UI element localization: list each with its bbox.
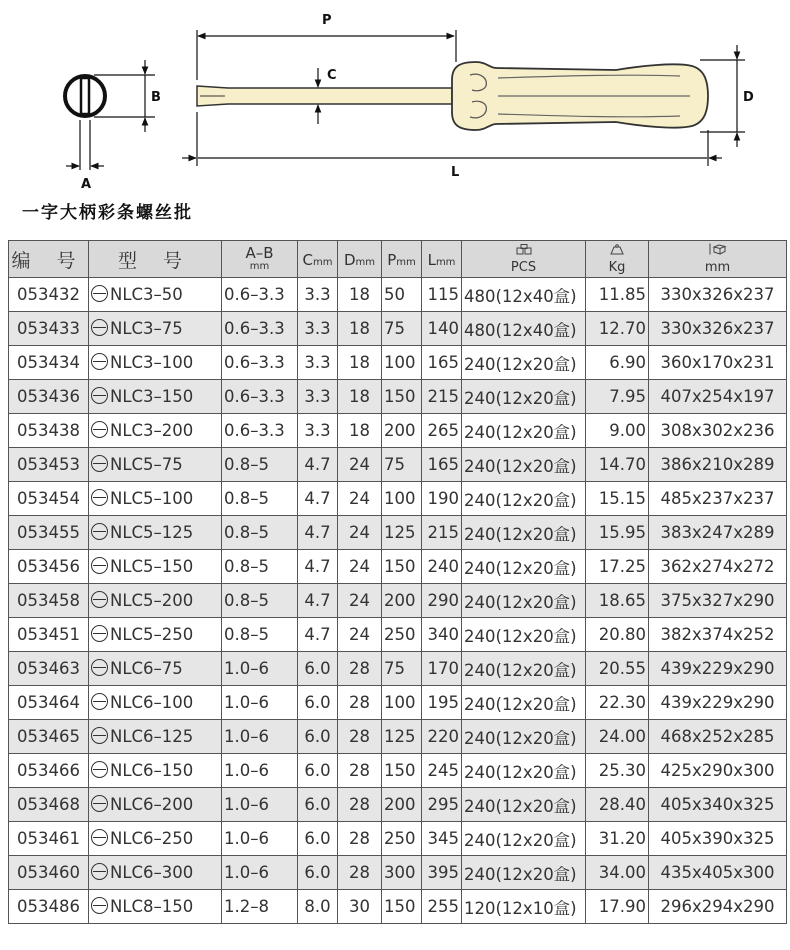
slotted-tip-icon bbox=[91, 285, 108, 302]
cell-p: 75 bbox=[382, 312, 422, 346]
cell-size: 439x229x290 bbox=[649, 652, 787, 686]
model-label: NLC8–150 bbox=[110, 897, 194, 916]
cell-code: 053454 bbox=[9, 482, 89, 516]
cell-c: 8.0 bbox=[298, 890, 338, 924]
cell-pcs: 240(12x20盒) bbox=[462, 686, 586, 720]
header-code: 编 号 bbox=[9, 241, 89, 278]
cell-kg: 14.70 bbox=[586, 448, 649, 482]
cell-model bbox=[89, 584, 222, 618]
cell-size: 386x210x289 bbox=[649, 448, 787, 482]
model-label: NLC3–75 bbox=[110, 319, 183, 338]
cell-kg: 7.95 bbox=[586, 380, 649, 414]
cell-c: 4.7 bbox=[298, 448, 338, 482]
table-row bbox=[9, 856, 787, 890]
slotted-tip-icon bbox=[91, 353, 108, 370]
screwdriver-diagram bbox=[0, 0, 790, 195]
cell-ab: 1.0–6 bbox=[222, 720, 298, 754]
cell-code: 053463 bbox=[9, 652, 89, 686]
cell-p: 250 bbox=[382, 822, 422, 856]
cell-code: 053456 bbox=[9, 550, 89, 584]
table-row bbox=[9, 346, 787, 380]
cell-ab: 0.8–5 bbox=[222, 516, 298, 550]
cell-d: 24 bbox=[338, 618, 382, 652]
cell-code: 053455 bbox=[9, 516, 89, 550]
cell-model bbox=[89, 890, 222, 924]
cell-c: 4.7 bbox=[298, 482, 338, 516]
cell-c: 6.0 bbox=[298, 720, 338, 754]
model-label: NLC5–150 bbox=[110, 557, 194, 576]
cell-c: 4.7 bbox=[298, 618, 338, 652]
slotted-tip-icon bbox=[91, 727, 108, 744]
cell-c: 3.3 bbox=[298, 346, 338, 380]
slotted-tip-icon bbox=[91, 795, 108, 812]
cell-kg: 12.70 bbox=[586, 312, 649, 346]
cell-c: 6.0 bbox=[298, 754, 338, 788]
cell-size: 362x274x272 bbox=[649, 550, 787, 584]
slotted-tip-icon bbox=[91, 523, 108, 540]
cell-d: 18 bbox=[338, 346, 382, 380]
cell-c: 6.0 bbox=[298, 652, 338, 686]
model-label: NLC6–200 bbox=[110, 795, 194, 814]
cell-pcs: 480(12x40盒) bbox=[462, 312, 586, 346]
model-label: NLC3–100 bbox=[110, 353, 194, 372]
cell-d: 18 bbox=[338, 312, 382, 346]
table-row bbox=[9, 482, 787, 516]
cell-d: 28 bbox=[338, 822, 382, 856]
cell-code: 053464 bbox=[9, 686, 89, 720]
cell-d: 24 bbox=[338, 482, 382, 516]
cell-c: 6.0 bbox=[298, 822, 338, 856]
cell-c: 3.3 bbox=[298, 380, 338, 414]
header-pcs: PCS bbox=[462, 241, 586, 278]
cell-kg: 31.20 bbox=[586, 822, 649, 856]
cell-kg: 20.80 bbox=[586, 618, 649, 652]
cell-ab: 0.6–3.3 bbox=[222, 414, 298, 448]
cell-size: 407x254x197 bbox=[649, 380, 787, 414]
header-model: 型 号 bbox=[89, 241, 222, 278]
cell-ab: 1.0–6 bbox=[222, 822, 298, 856]
cell-d: 24 bbox=[338, 516, 382, 550]
cell-code: 053466 bbox=[9, 754, 89, 788]
header-l: Lmm bbox=[422, 241, 462, 278]
cell-l: 345 bbox=[422, 822, 462, 856]
cell-p: 300 bbox=[382, 856, 422, 890]
cell-l: 290 bbox=[422, 584, 462, 618]
cell-size: 296x294x290 bbox=[649, 890, 787, 924]
cell-code: 053460 bbox=[9, 856, 89, 890]
model-label: NLC6–75 bbox=[110, 659, 183, 678]
cell-kg: 24.00 bbox=[586, 720, 649, 754]
cell-kg: 17.25 bbox=[586, 550, 649, 584]
weight-icon bbox=[610, 244, 624, 255]
cell-model bbox=[89, 550, 222, 584]
cell-p: 150 bbox=[382, 380, 422, 414]
table-row bbox=[9, 584, 787, 618]
model-label: NLC5–200 bbox=[110, 591, 194, 610]
cell-code: 053468 bbox=[9, 788, 89, 822]
cell-code: 053451 bbox=[9, 618, 89, 652]
slotted-tip-icon bbox=[91, 557, 108, 574]
label-b: B bbox=[151, 90, 161, 105]
cell-kg: 18.65 bbox=[586, 584, 649, 618]
cell-size: 330x326x237 bbox=[649, 278, 787, 312]
cell-code: 053458 bbox=[9, 584, 89, 618]
cell-l: 140 bbox=[422, 312, 462, 346]
table-row bbox=[9, 822, 787, 856]
cell-model bbox=[89, 516, 222, 550]
cell-l: 215 bbox=[422, 380, 462, 414]
cell-ab: 1.0–6 bbox=[222, 652, 298, 686]
cell-code: 053453 bbox=[9, 448, 89, 482]
cell-d: 28 bbox=[338, 788, 382, 822]
cell-p: 75 bbox=[382, 652, 422, 686]
cell-kg: 11.85 bbox=[586, 278, 649, 312]
table-row bbox=[9, 618, 787, 652]
cell-l: 395 bbox=[422, 856, 462, 890]
table-row bbox=[9, 686, 787, 720]
cell-ab: 0.6–3.3 bbox=[222, 278, 298, 312]
cell-ab: 1.0–6 bbox=[222, 686, 298, 720]
cell-size: 330x326x237 bbox=[649, 312, 787, 346]
cell-p: 200 bbox=[382, 414, 422, 448]
cell-size: 383x247x289 bbox=[649, 516, 787, 550]
cell-kg: 17.90 bbox=[586, 890, 649, 924]
cell-d: 28 bbox=[338, 652, 382, 686]
label-c: C bbox=[327, 68, 337, 83]
cell-model bbox=[89, 312, 222, 346]
cell-p: 100 bbox=[382, 346, 422, 380]
table-header-row bbox=[9, 241, 787, 278]
cell-p: 150 bbox=[382, 890, 422, 924]
cell-c: 3.3 bbox=[298, 414, 338, 448]
table-row bbox=[9, 754, 787, 788]
cell-pcs: 240(12x20盒) bbox=[462, 380, 586, 414]
cell-l: 115 bbox=[422, 278, 462, 312]
cell-ab: 0.6–3.3 bbox=[222, 380, 298, 414]
slotted-tip-icon bbox=[91, 897, 108, 914]
table-row bbox=[9, 720, 787, 754]
cell-p: 100 bbox=[382, 482, 422, 516]
table-row bbox=[9, 652, 787, 686]
cell-model bbox=[89, 652, 222, 686]
cell-kg: 20.55 bbox=[586, 652, 649, 686]
product-caption: 一字大柄彩条螺丝批 bbox=[22, 203, 193, 223]
header-size: mm bbox=[649, 241, 787, 278]
cell-p: 125 bbox=[382, 720, 422, 754]
cell-l: 255 bbox=[422, 890, 462, 924]
screwdriver-side-view bbox=[197, 62, 708, 130]
slotted-tip-icon bbox=[91, 319, 108, 336]
cell-code: 053486 bbox=[9, 890, 89, 924]
cell-l: 240 bbox=[422, 550, 462, 584]
cell-ab: 1.0–6 bbox=[222, 788, 298, 822]
table-row bbox=[9, 890, 787, 924]
table-row bbox=[9, 380, 787, 414]
cell-p: 50 bbox=[382, 278, 422, 312]
cell-pcs: 240(12x20盒) bbox=[462, 652, 586, 686]
cell-d: 24 bbox=[338, 584, 382, 618]
model-label: NLC6–250 bbox=[110, 829, 194, 848]
cell-ab: 0.8–5 bbox=[222, 482, 298, 516]
cell-pcs: 240(12x20盒) bbox=[462, 754, 586, 788]
cell-size: 468x252x285 bbox=[649, 720, 787, 754]
cell-c: 4.7 bbox=[298, 550, 338, 584]
cell-l: 220 bbox=[422, 720, 462, 754]
cell-ab: 0.6–3.3 bbox=[222, 312, 298, 346]
model-label: NLC5–75 bbox=[110, 455, 183, 474]
slotted-tip-icon bbox=[91, 489, 108, 506]
cell-code: 053436 bbox=[9, 380, 89, 414]
cell-p: 150 bbox=[382, 550, 422, 584]
cell-c: 6.0 bbox=[298, 856, 338, 890]
slot-tip-end-view bbox=[65, 60, 161, 192]
cell-code: 053461 bbox=[9, 822, 89, 856]
cell-ab: 0.8–5 bbox=[222, 550, 298, 584]
cell-p: 100 bbox=[382, 686, 422, 720]
cell-d: 18 bbox=[338, 278, 382, 312]
cell-pcs: 240(12x20盒) bbox=[462, 346, 586, 380]
cell-d: 18 bbox=[338, 380, 382, 414]
cell-kg: 6.90 bbox=[586, 346, 649, 380]
cell-l: 245 bbox=[422, 754, 462, 788]
cell-kg: 15.15 bbox=[586, 482, 649, 516]
cell-l: 295 bbox=[422, 788, 462, 822]
cell-ab: 1.2–8 bbox=[222, 890, 298, 924]
cell-p: 75 bbox=[382, 448, 422, 482]
cell-pcs: 240(12x20盒) bbox=[462, 618, 586, 652]
cell-ab: 0.8–5 bbox=[222, 584, 298, 618]
header-ab: A–B mm bbox=[222, 241, 298, 278]
cell-size: 382x374x252 bbox=[649, 618, 787, 652]
cell-d: 28 bbox=[338, 720, 382, 754]
model-label: NLC6–125 bbox=[110, 727, 194, 746]
cell-d: 28 bbox=[338, 754, 382, 788]
label-a: A bbox=[81, 177, 92, 192]
cell-pcs: 240(12x20盒) bbox=[462, 788, 586, 822]
cell-pcs: 240(12x20盒) bbox=[462, 414, 586, 448]
cell-pcs: 240(12x20盒) bbox=[462, 822, 586, 856]
spec-table bbox=[8, 240, 787, 924]
slotted-tip-icon bbox=[91, 387, 108, 404]
cell-c: 3.3 bbox=[298, 278, 338, 312]
header-d: Dmm bbox=[338, 241, 382, 278]
cell-l: 195 bbox=[422, 686, 462, 720]
cell-ab: 0.8–5 bbox=[222, 448, 298, 482]
cell-size: 435x405x300 bbox=[649, 856, 787, 890]
cell-d: 28 bbox=[338, 686, 382, 720]
cell-size: 375x327x290 bbox=[649, 584, 787, 618]
model-label: NLC3–50 bbox=[110, 285, 183, 304]
cell-kg: 9.00 bbox=[586, 414, 649, 448]
label-l: L bbox=[451, 165, 460, 180]
cell-pcs: 240(12x20盒) bbox=[462, 720, 586, 754]
cell-model bbox=[89, 754, 222, 788]
cell-model bbox=[89, 856, 222, 890]
cell-model bbox=[89, 482, 222, 516]
cell-d: 24 bbox=[338, 448, 382, 482]
table-row bbox=[9, 414, 787, 448]
cell-pcs: 240(12x20盒) bbox=[462, 584, 586, 618]
cell-pcs: 480(12x40盒) bbox=[462, 278, 586, 312]
cell-p: 200 bbox=[382, 788, 422, 822]
cell-c: 6.0 bbox=[298, 686, 338, 720]
cell-model bbox=[89, 346, 222, 380]
cell-size: 485x237x237 bbox=[649, 482, 787, 516]
header-kg: Kg bbox=[586, 241, 649, 278]
cell-size: 405x390x325 bbox=[649, 822, 787, 856]
cell-code: 053438 bbox=[9, 414, 89, 448]
cell-size: 405x340x325 bbox=[649, 788, 787, 822]
table-row bbox=[9, 788, 787, 822]
cell-model bbox=[89, 380, 222, 414]
cell-ab: 1.0–6 bbox=[222, 856, 298, 890]
cell-d: 28 bbox=[338, 856, 382, 890]
cell-model bbox=[89, 686, 222, 720]
cell-d: 30 bbox=[338, 890, 382, 924]
table-row bbox=[9, 550, 787, 584]
slotted-tip-icon bbox=[91, 761, 108, 778]
cell-size: 360x170x231 bbox=[649, 346, 787, 380]
cell-pcs: 240(12x20盒) bbox=[462, 482, 586, 516]
slotted-tip-icon bbox=[91, 421, 108, 438]
cell-ab: 1.0–6 bbox=[222, 754, 298, 788]
slotted-tip-icon bbox=[91, 455, 108, 472]
table-row bbox=[9, 278, 787, 312]
table-row bbox=[9, 448, 787, 482]
cell-model bbox=[89, 448, 222, 482]
cell-kg: 34.00 bbox=[586, 856, 649, 890]
boxes-icon bbox=[516, 244, 532, 255]
cell-l: 170 bbox=[422, 652, 462, 686]
cell-p: 250 bbox=[382, 618, 422, 652]
cell-model bbox=[89, 822, 222, 856]
cell-l: 215 bbox=[422, 516, 462, 550]
model-label: NLC6–300 bbox=[110, 863, 194, 882]
cell-size: 308x302x236 bbox=[649, 414, 787, 448]
slotted-tip-icon bbox=[91, 863, 108, 880]
cell-c: 4.7 bbox=[298, 516, 338, 550]
header-p: Pmm bbox=[382, 241, 422, 278]
cell-d: 24 bbox=[338, 550, 382, 584]
cell-l: 265 bbox=[422, 414, 462, 448]
table-row bbox=[9, 312, 787, 346]
cell-d: 18 bbox=[338, 414, 382, 448]
cell-model bbox=[89, 414, 222, 448]
cell-l: 340 bbox=[422, 618, 462, 652]
cell-ab: 0.6–3.3 bbox=[222, 346, 298, 380]
model-label: NLC5–250 bbox=[110, 625, 194, 644]
cell-p: 150 bbox=[382, 754, 422, 788]
cell-pcs: 120(12x10盒) bbox=[462, 890, 586, 924]
cell-ab: 0.8–5 bbox=[222, 618, 298, 652]
box-dimension-icon bbox=[708, 243, 728, 255]
model-label: NLC5–100 bbox=[110, 489, 194, 508]
slotted-tip-icon bbox=[91, 693, 108, 710]
cell-model bbox=[89, 788, 222, 822]
model-label: NLC6–150 bbox=[110, 761, 194, 780]
cell-kg: 15.95 bbox=[586, 516, 649, 550]
cell-model bbox=[89, 618, 222, 652]
cell-kg: 22.30 bbox=[586, 686, 649, 720]
model-label: NLC5–125 bbox=[110, 523, 194, 542]
cell-code: 053432 bbox=[9, 278, 89, 312]
cell-size: 425x290x300 bbox=[649, 754, 787, 788]
cell-p: 200 bbox=[382, 584, 422, 618]
cell-code: 053465 bbox=[9, 720, 89, 754]
cell-l: 190 bbox=[422, 482, 462, 516]
table-row bbox=[9, 516, 787, 550]
model-label: NLC3–200 bbox=[110, 421, 194, 440]
cell-code: 053434 bbox=[9, 346, 89, 380]
slotted-tip-icon bbox=[91, 829, 108, 846]
model-label: NLC3–150 bbox=[110, 387, 194, 406]
slotted-tip-icon bbox=[91, 591, 108, 608]
slotted-tip-icon bbox=[91, 659, 108, 676]
cell-model bbox=[89, 278, 222, 312]
cell-kg: 25.30 bbox=[586, 754, 649, 788]
cell-size: 439x229x290 bbox=[649, 686, 787, 720]
model-label: NLC6–100 bbox=[110, 693, 194, 712]
cell-l: 165 bbox=[422, 346, 462, 380]
cell-c: 6.0 bbox=[298, 788, 338, 822]
label-d: D bbox=[743, 90, 754, 105]
cell-c: 4.7 bbox=[298, 584, 338, 618]
cell-kg: 28.40 bbox=[586, 788, 649, 822]
cell-l: 165 bbox=[422, 448, 462, 482]
slotted-tip-icon bbox=[91, 625, 108, 642]
cell-pcs: 240(12x20盒) bbox=[462, 856, 586, 890]
cell-p: 125 bbox=[382, 516, 422, 550]
label-p: P bbox=[322, 13, 332, 28]
cell-pcs: 240(12x20盒) bbox=[462, 550, 586, 584]
cell-pcs: 240(12x20盒) bbox=[462, 448, 586, 482]
cell-pcs: 240(12x20盒) bbox=[462, 516, 586, 550]
header-c: Cmm bbox=[298, 241, 338, 278]
cell-code: 053433 bbox=[9, 312, 89, 346]
cell-model bbox=[89, 720, 222, 754]
cell-c: 3.3 bbox=[298, 312, 338, 346]
